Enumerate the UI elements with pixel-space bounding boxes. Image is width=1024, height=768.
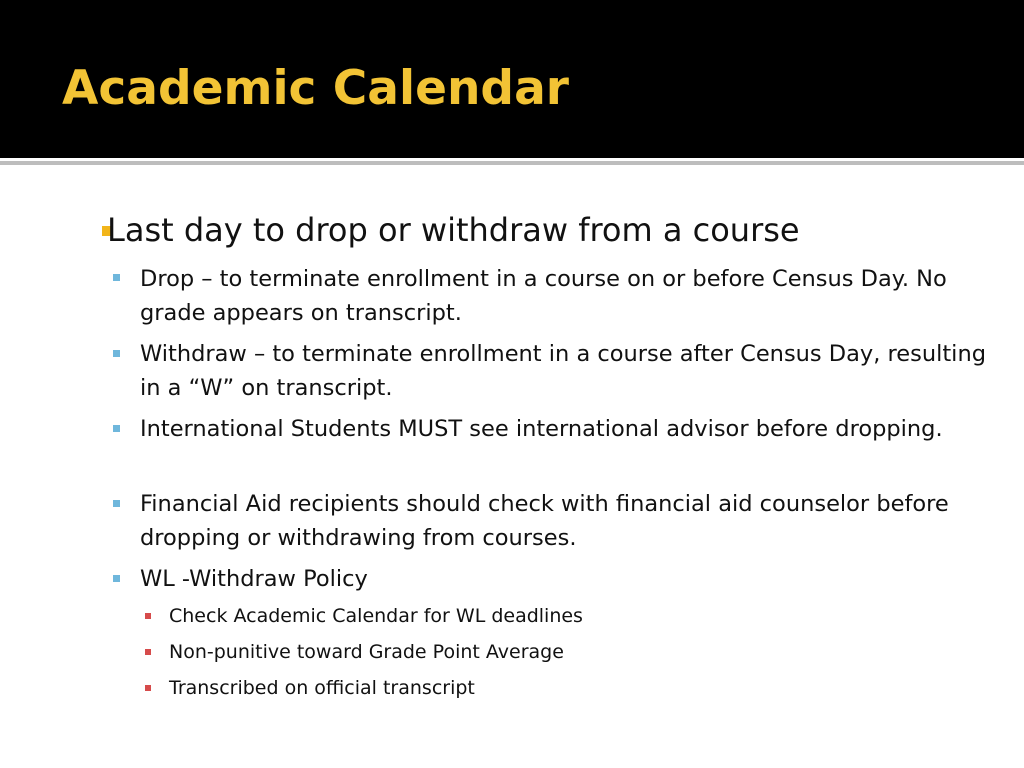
square-bullet-icon [113,274,120,281]
subbullet-wl-policy: WL -Withdraw Policy [140,566,368,592]
square-bullet-icon [145,649,151,655]
subbullet-withdraw: Withdraw – to terminate enrollment in a course after Census Day, resulting in a “W” on transcript. [140,341,986,401]
square-bullet-icon [145,613,151,619]
bullet-main: Last day to drop or withdraw from a course [107,211,800,249]
square-bullet-icon [113,425,120,432]
square-bullet-icon [113,500,120,507]
subbullet-international: International Students MUST see international advisor before dropping. [140,416,943,442]
subbullet-drop: Drop – to terminate enrollment in a course on or before Census Day. No grade appears on transcript. [140,266,947,326]
subsubbullet-non-punitive: Non-punitive toward Grade Point Average [169,641,564,663]
square-bullet-icon [113,350,120,357]
subbullet-financial-aid: Financial Aid recipients should check with financial aid counselor before dropping or withdrawing from courses. [140,491,949,551]
square-bullet-icon [113,575,120,582]
slide-title: Academic Calendar [62,61,569,116]
square-bullet-icon [145,685,151,691]
subsubbullet-transcribed: Transcribed on official transcript [169,677,475,699]
subsubbullet-check-calendar: Check Academic Calendar for WL deadlines [169,605,583,627]
